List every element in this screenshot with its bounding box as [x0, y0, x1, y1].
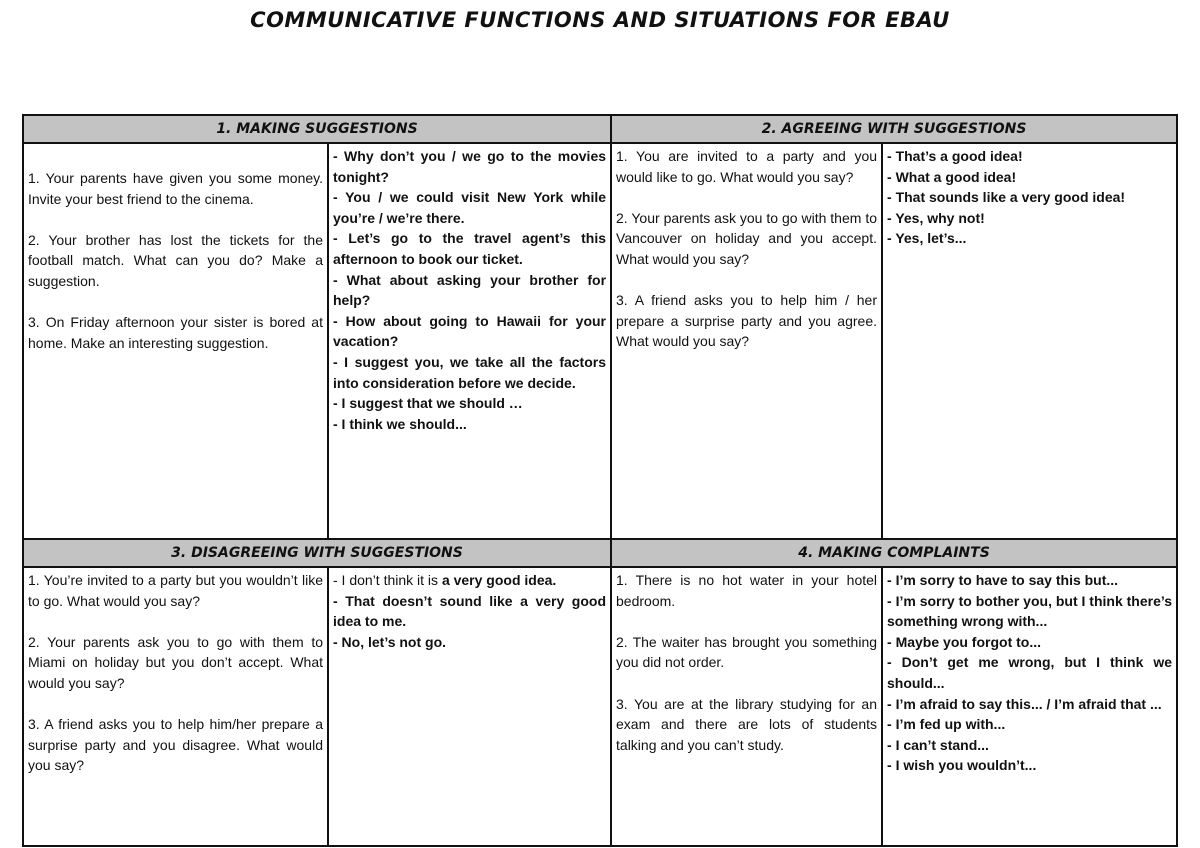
functions-table	[22, 114, 1178, 847]
expression-item: - I’m afraid to say this... / I’m afraid that ...	[887, 695, 1162, 712]
expression-item: - I suggest you, we take all the factors into consideration before we decide.	[333, 353, 607, 391]
expression-item: - That sounds like a very good idea!	[887, 189, 1126, 206]
expression-item: - I wish you wouldn’t...	[887, 757, 1037, 774]
expression-item: - What a good idea!	[887, 168, 1017, 185]
expression-item: - Yes, why not!	[887, 209, 985, 226]
expression-item	[333, 570, 606, 591]
situation-item: 3. A friend asks you to help him/her prepare a surprise party and you disagree. What would you say?	[28, 716, 323, 774]
situation-item: 1. Your parents have given you some money. Invite your best friend to the cinema.	[28, 170, 323, 207]
document-title: COMMUNICATIVE FUNCTIONS AND SITUATIONS FOR EBAU	[250, 8, 950, 32]
expression-item: - You / we could visit New York while you’re / we’re there.	[333, 189, 607, 226]
situations-making-suggestions	[23, 143, 328, 539]
expression-item: - I’m sorry to have to say this but...	[887, 572, 1119, 588]
situations-disagreeing	[23, 567, 328, 846]
expression-emphasis: a very good idea.	[441, 572, 557, 588]
section-header-complaints: 4. MAKING COMPLAINTS	[611, 539, 1177, 567]
expression-item: - Why don’t you / we go to the movies tonight?	[333, 148, 607, 185]
situation-item: 1. You are invited to a party and you would like to go. What would you say?	[616, 148, 878, 185]
expression-item: - How about going to Hawaii for your vacation?	[333, 312, 607, 350]
header-row-top	[23, 115, 1177, 143]
expression-prefix: - I don’t think it is	[333, 572, 442, 588]
expression-item: - That’s a good idea!	[887, 148, 1023, 164]
expression-item: - That doesn’t sound like a very good idea to me.	[333, 592, 607, 630]
expression-item: - Maybe you forgot to...	[887, 633, 1042, 650]
expression-item: - I suggest that we should …	[333, 395, 523, 412]
expression-item: - Let’s go to the travel agent’s this afternoon to book our ticket.	[333, 230, 607, 267]
body-row-bottom	[23, 567, 1177, 846]
expression-item: - I think we should...	[333, 415, 467, 432]
situation-item: 1. You’re invited to a party but you wouldn’t like to go. What would you say?	[28, 572, 323, 609]
expressions-disagreeing	[328, 567, 611, 846]
expressions-complaints	[882, 567, 1177, 846]
expression-item: - No, let’s not go.	[333, 633, 447, 650]
expression-item: - Yes, let’s...	[887, 230, 967, 247]
expression-item: - What about asking your brother for help?	[333, 271, 607, 309]
body-row-top	[23, 143, 1177, 539]
situation-item: 3. You are at the library studying for an exam and there are lots of students talking and you can’t study.	[616, 695, 878, 753]
expression-item: - Don’t get me wrong, but I think we should...	[887, 654, 1173, 691]
expressions-making-suggestions	[328, 143, 611, 539]
section-header-agreeing: 2. AGREEING WITH SUGGESTIONS	[611, 115, 1177, 143]
situations-complaints	[611, 567, 882, 846]
situation-item: 3. On Friday afternoon your sister is bored at home. Make an interesting suggestion.	[28, 314, 323, 351]
section-header-disagreeing: 3. DISAGREEING WITH SUGGESTIONS	[23, 539, 611, 567]
situations-agreeing	[611, 143, 882, 539]
expression-item: - I’m sorry to bother you, but I think there’s something wrong with...	[887, 592, 1173, 630]
situation-item: 3. A friend asks you to help him / her prepare a surprise party and you agree. What would you say?	[616, 292, 878, 350]
expression-item: - I can’t stand...	[887, 736, 989, 753]
situation-item: 2. Your parents ask you to go with them to Vancouver on holiday and you accept. What would you say?	[616, 209, 878, 267]
expressions-agreeing	[882, 143, 1177, 539]
expression-item: - I’m fed up with...	[887, 716, 1006, 733]
situation-item: 2. Your brother has lost the tickets for the football match. What can you do? Make a suggestion.	[28, 231, 323, 289]
situation-item: 1. There is no hot water in your hotel bedroom.	[616, 572, 878, 609]
section-header-making-suggestions: 1. MAKING SUGGESTIONS	[23, 115, 611, 143]
situation-item: 2. The waiter has brought you something you did not order.	[616, 633, 878, 671]
header-row-bottom	[23, 539, 1177, 567]
situation-item: 2. Your parents ask you to go with them to Miami on holiday but you don’t accept. What would you say?	[28, 633, 323, 691]
